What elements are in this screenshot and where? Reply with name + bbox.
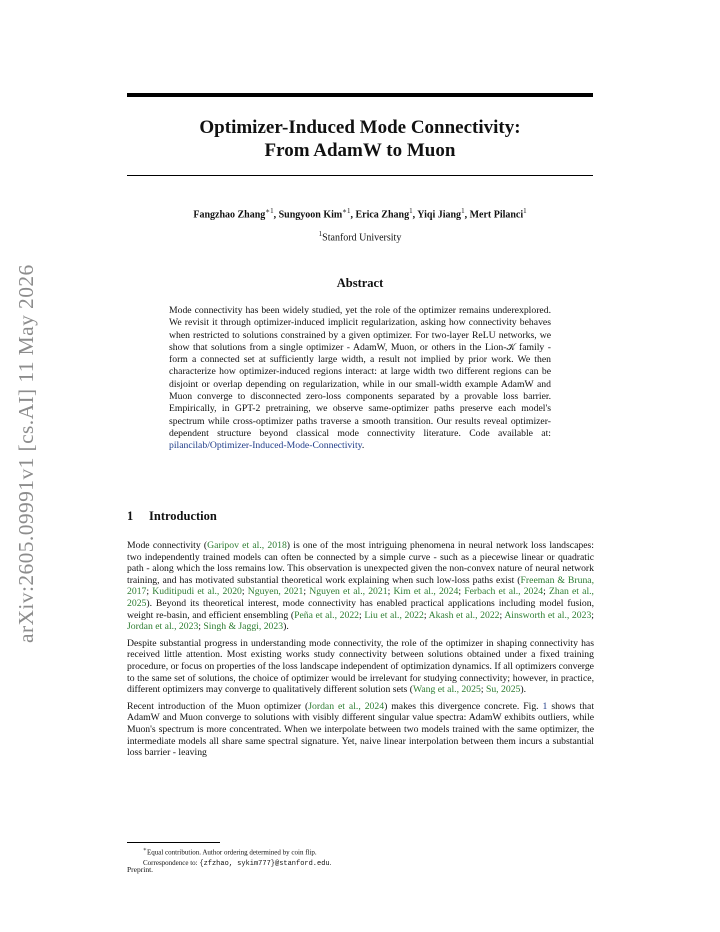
body-text: ). Beyond its theoretical interest, mode connectivity has enabled practical applications including model fusion, weight re-basin, and efficient ensembling ( [127, 597, 594, 621]
footnotes [143, 845, 331, 869]
author-name: Mert Pilanci [469, 209, 524, 221]
section-title: Introduction [149, 509, 217, 523]
citation-link[interactable]: Jordan et al., 2024 [308, 700, 385, 712]
citation-link[interactable]: Liu et al., 2022 [364, 609, 424, 621]
body-text: shows that AdamW and Muon converge to solutions with visibly different singular value spectra: AdamW exhibits outliers, while Muon's spectrum is more concentrated. When we interpolate between two models trained with the same optimizer, the intermediate models all share same spectral signature. Yet, naive linear interpolation between them incurs a substantial loss barrier - leaving [127, 700, 595, 759]
body-text: ; [387, 586, 394, 598]
author-mark: 1 [409, 207, 413, 215]
correspondence-label: Correspondence to: [143, 858, 200, 867]
title-line-1: Optimizer-Induced Mode Connectivity: [199, 117, 521, 138]
citation-link[interactable]: Su, 2025 [485, 684, 521, 696]
abstract-heading: Abstract [336, 276, 384, 290]
abstract-body [169, 305, 551, 453]
body-text: ). [283, 621, 289, 633]
author-name: Yiqi Jiang [417, 209, 462, 221]
citation-link[interactable]: Ainsworth et al., 2023 [504, 609, 592, 621]
author-name: Sungyoon Kim [278, 209, 343, 221]
citation-link[interactable]: Zhan et al., 2025 [127, 586, 594, 609]
author-mark: ∗1 [342, 207, 351, 215]
section-number: 1 [127, 509, 134, 523]
body-text: ). [520, 684, 527, 696]
preprint-label: Preprint. [127, 865, 154, 874]
body-text: Despite substantial progress in understanding mode connectivity, the role of the optimizer in shaping connectivity has received little attention. Most existing works study connectivity between solutions obtained under a fixed training procedure, or focus on properties of the loss landscape independent of optimization dynamics. If all optimizers converge to the same set of solutions, the choice of optimizer would be irrelevant for studying connectivity; however, in practice, different optimizers may converge to qualitatively different solution sets ( [127, 637, 594, 696]
body-text: ; [303, 586, 310, 598]
citation-link[interactable]: Ferbach et al., 2024 [464, 586, 544, 598]
body-text: ; [499, 609, 505, 621]
citation-link[interactable]: Peña et al., 2022 [294, 609, 360, 621]
paper-title [127, 116, 593, 162]
correspondence-email[interactable]: {zfzhao, sykim777}@stanford.edu [199, 859, 330, 868]
section-heading-introduction [127, 509, 217, 524]
affiliation-name: Stanford University [322, 232, 402, 244]
body-text: Recent introduction of the Muon optimizer ( [127, 700, 309, 712]
citation-link[interactable]: Garipov et al., 2018 [207, 540, 287, 551]
footnote-equal-contribution [143, 845, 331, 858]
citation-link[interactable]: Kuditipudi et al., 2020 [152, 586, 242, 598]
body-text: ; [423, 609, 429, 621]
body-text: ; [480, 684, 486, 696]
citation-link[interactable]: Singh & Jaggi, 2023 [203, 621, 284, 633]
footnote-end: . [329, 858, 332, 867]
body-text: ; [591, 609, 594, 621]
body-text: ) makes this divergence concrete. Fig. [384, 700, 543, 712]
paragraph-2 [127, 638, 594, 696]
abstract-text: Mode connectivity has been widely studied, yet the role of the optimizer remains underexplored. We revisit it through optimizer-induced implicit regularization, asking how connectivity behaves when restricted to solutions constrained by a given optimizer. For two-layer ReLU networks, we show that solutions from a single optimizer - AdamW, Muon, or others in the Lion-𝒦 family - form a connected set at sufficiently large width, a result not implied by prior work. We then characterize how optimizer-induced regions interact: at large width two different regions can be disjoint or overlap depending on regularization, while in our small-width example AdamW and Muon converge to disconnected zero-loss components separated by a provable loss barrier. Empirically, in GPT-2 pretraining, we observe same-optimizer paths preserve each model's spectrum while cross-optimizer paths traverse a smooth transition. Our results reveal optimizer-dependent structure beyond classical mode connectivity literature. Code available at: [169, 305, 551, 439]
author-name: Erica Zhang [355, 209, 410, 221]
author-mark: ∗1 [265, 207, 274, 215]
code-link[interactable]: pilancilab/Optimizer-Induced-Mode-Connectivity [169, 440, 362, 452]
body-text: Mode connectivity ( [127, 540, 208, 551]
body-text: ) is one of the most intriguing phenomena in neural network loss landscapes: two independently trained models can often be connected by a simple curve - such as a piecewise linear or quadratic path - along which the loss remains low. This observation is unexpected given the non-convex nature of neural network training, and has motivated substantial theoretical work explaining when such low-loss paths exist ( [127, 540, 594, 586]
body-text: ; [198, 621, 204, 633]
author-name: Fangzhao Zhang [193, 209, 266, 221]
title-top-rule [127, 93, 593, 97]
body-text: ; [146, 586, 153, 598]
title-bottom-rule [127, 175, 593, 176]
author-mark: 1 [523, 207, 527, 215]
title-line-2: From AdamW to Muon [264, 140, 456, 161]
paragraph-3 [127, 701, 594, 759]
arxiv-identifier: arXiv:2605.09991v1 [cs.AI] 11 May 2026 [14, 264, 38, 643]
citation-link[interactable]: Akash et al., 2022 [428, 609, 500, 621]
figure-ref-link[interactable]: 1 [542, 700, 548, 712]
citation-link[interactable]: Kim et al., 2024 [393, 586, 459, 598]
footnote-mark: ∗ [143, 847, 147, 853]
body-text: ; [241, 586, 248, 598]
footnote-equal-text: Equal contribution. Author ordering determined by coin flip. [146, 848, 317, 857]
citation-link[interactable]: Wang et al., 2025 [412, 684, 481, 696]
footnote-correspondence [143, 858, 331, 870]
affiliation [127, 230, 593, 243]
body-text: ; [458, 586, 465, 598]
abstract-end: . [361, 440, 365, 452]
citation-link[interactable]: Freeman & Bruna, 2017 [127, 574, 595, 598]
citation-link[interactable]: Nguyen et al., 2021 [309, 586, 388, 598]
citation-link[interactable]: Nguyen, 2021 [247, 586, 304, 598]
citation-link[interactable]: Jordan et al., 2023 [127, 621, 199, 633]
body-text: ; [359, 609, 365, 621]
affiliation-mark: 1 [318, 230, 323, 238]
body-text: ; [543, 586, 549, 598]
author-list: Fangzhao Zhang$^{∗1}$, Sungyoon Kim$^{∗1}$, Erica Zhang$^1$, Yiqi Jiang$^1$, Mert Pilanci$^1$ [193, 207, 527, 221]
introduction-body [127, 540, 594, 764]
footnote-rule [127, 842, 220, 843]
author-mark: 1 [461, 207, 465, 215]
paragraph-1 [127, 540, 594, 633]
